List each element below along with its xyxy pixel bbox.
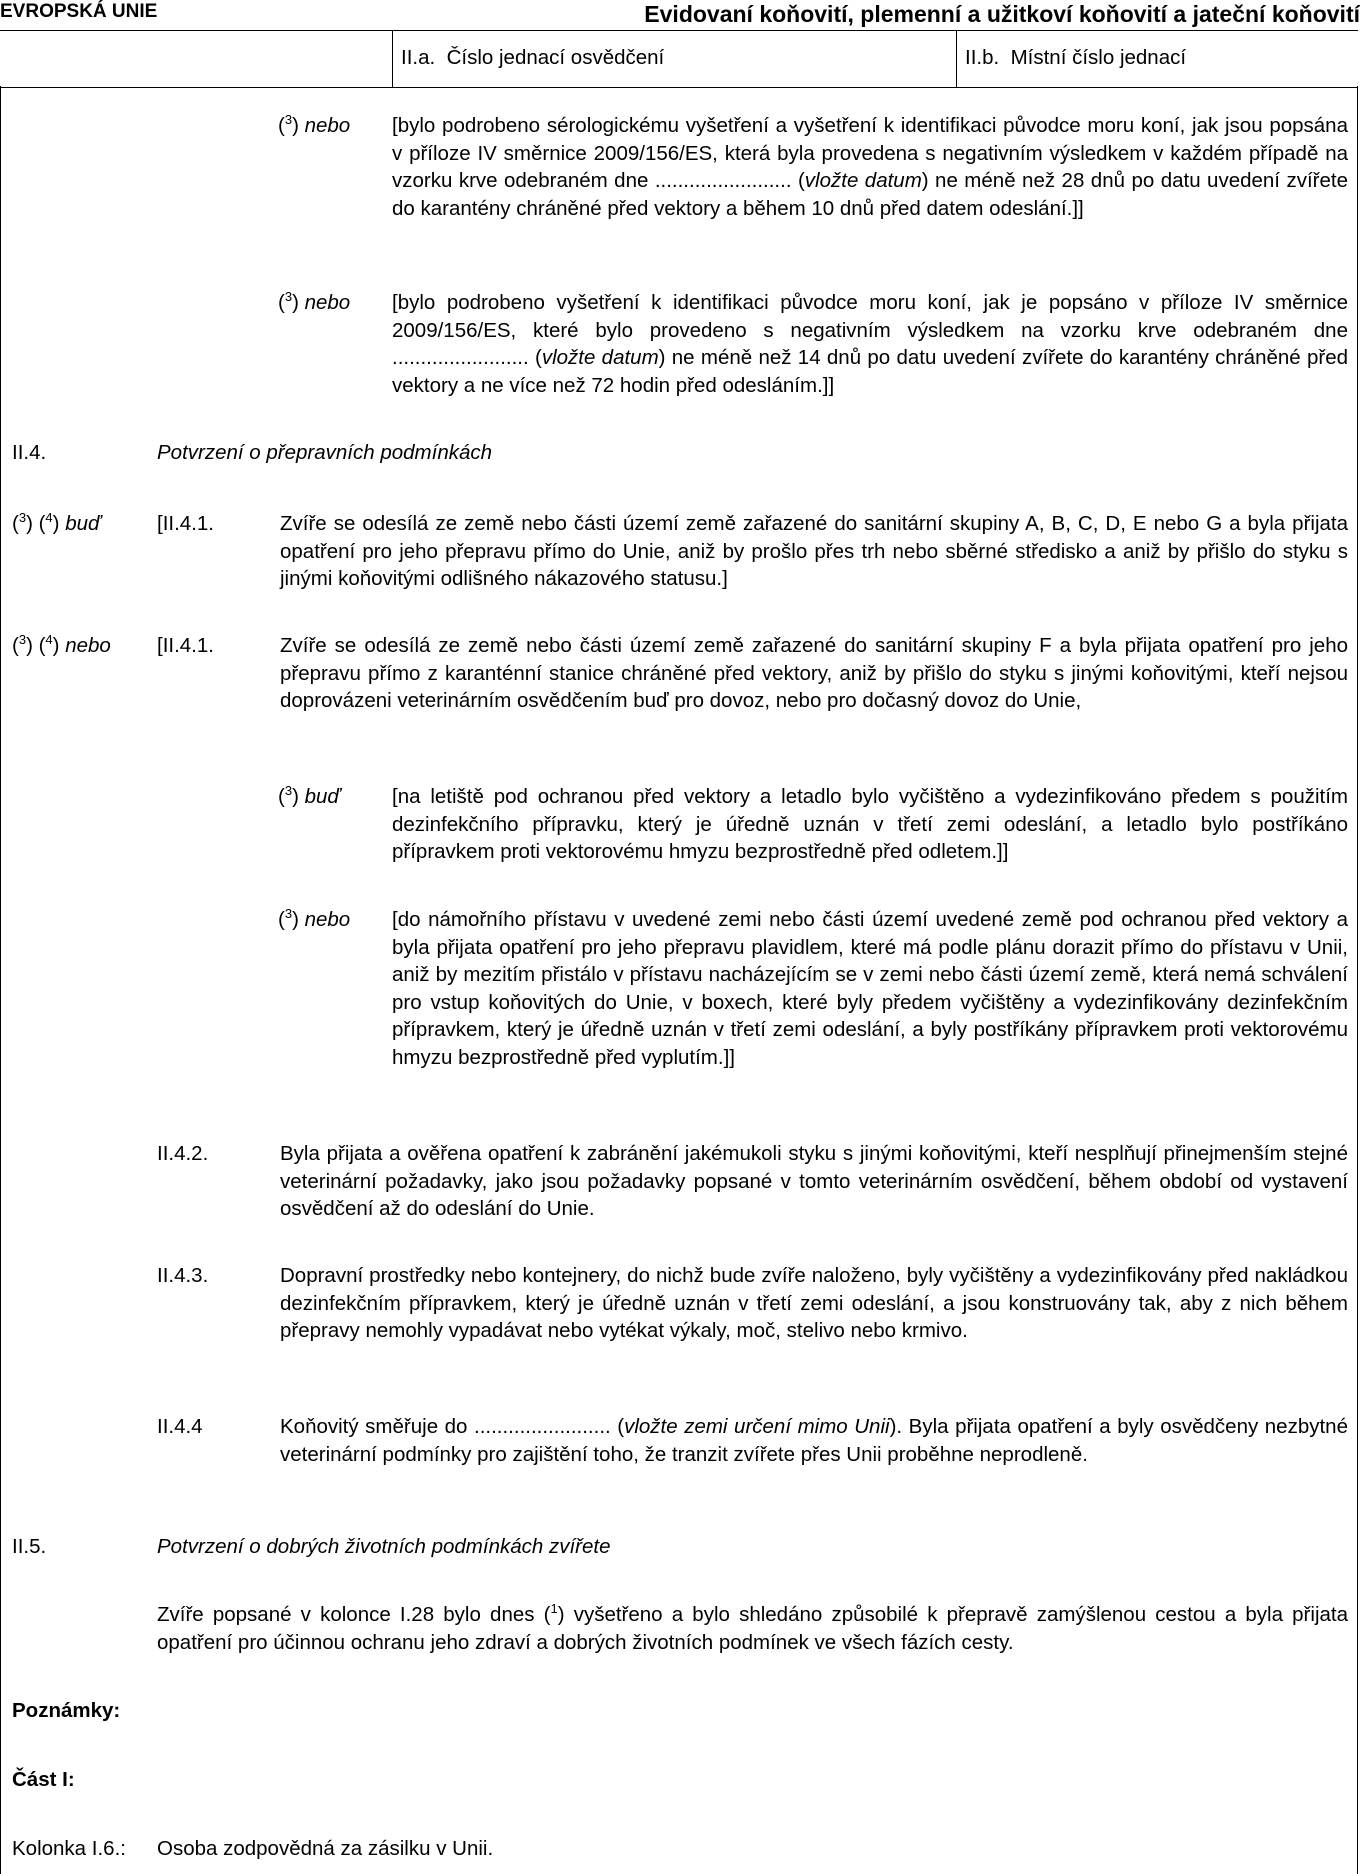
section-title: Potvrzení o přepravních podmínkách <box>157 441 493 464</box>
point-number: [II.4.1. <box>157 512 214 535</box>
point-text: Zvíře se odesílá ze země nebo části území země zařazené do sanitární skupiny A, B, C, D, E nebo G a byla přijata opatření pro jeho přepravu přímo do Unie, aniž by prošlo přes trh nebo sběrné středisko a aniž by přišlo do styku s jinými koňovitými odlišného nákazového statusu.] <box>280 512 1348 590</box>
certificate-reference-cell: II.a. Číslo jednací osvědčení <box>392 31 931 87</box>
point-number: II.4.2. <box>157 1142 209 1165</box>
point-text: Zvíře se odesílá ze země nebo části území země zařazené do sanitární skupiny F a byla přijata opatření pro jeho přepravu přímo z karanténní stanice chráněné před vektory, aniž by přišlo do styku s jinými koňovitými, kteří nejsou doprovázeni veterinárním osvědčením buď pro dovoz, nebo pro dočasný dovoz do Unie, <box>280 634 1348 712</box>
notes-part-heading: Část I: <box>12 1768 75 1791</box>
section-text: Zvíře popsané v kolonce I.28 bylo dnes ($^1$) vyšetřeno a bylo shledáno způsobilé k přepravě zamýšlenou cestou a byla přijata opatření pro účinnou ochranu jeho zdraví a dobrých životních podmínek ve všech fázích cesty. <box>157 1601 1348 1654</box>
local-reference-cell: II.b. Místní číslo jednací <box>956 31 1360 87</box>
reference-number-box <box>0 30 1358 88</box>
point-text: Koňovitý směřuje do ........................ (vložte zemi určení mimo Unii). Byla přijata opatření a byly osvědčeny nezbytné veterinární podmínky pro zajištění toho, že tranzit zvířete přes Unii proběhne neprodleně. <box>280 1415 1348 1466</box>
option-text: [na letiště pod ochranou před vektory a letadlo bylo vyčištěno a vydezinfikováno předem s použitím dezinfekčního přípravku, který je úředně uznán v třetí zemi odeslání, a letadlo bylo postříkáno přípravkem proti vektorovému hmyzu bezprostředně před odletem.]] <box>392 785 1348 863</box>
option-marker: ($^3$) nebo <box>278 112 351 137</box>
note-text: Osoba zodpovědná za zásilku v Unii. <box>157 1837 494 1860</box>
note-label: Kolonka I.6.: <box>12 1837 126 1860</box>
notes-heading: Poznámky: <box>12 1699 121 1722</box>
option-marker: ($^3$) buď <box>278 783 341 808</box>
point-text: Byla přijata a ověřena opatření k zabránění jakémukoli styku s jinými koňovitými, kteří nesplňují přinejmenším stejné veterinární požadavky, jako jsou požadavky popsané v tomto veterinárním osvědčení, během období od vystavení osvědčení až do odeslání do Unie. <box>280 1142 1348 1220</box>
option-text: [bylo podrobeno vyšetření k identifikaci původce moru koní, jak je popsáno v příloze IV směrnice 2009/156/ES, které bylo provedeno s negativním výsledkem na vzorku krve odebraném dne ........................ (vložte datum) ne méně než 14 dnů po datu uvedení zvířete do karantény chráněné před vektory a ne více než 72 hodin před odesláním.]] <box>392 291 1348 397</box>
option-marker: ($^3$) ($^4$) nebo <box>12 632 111 657</box>
option-marker: ($^3$) nebo <box>278 289 351 314</box>
section-number: II.5. <box>12 1535 47 1558</box>
point-number: II.4.3. <box>157 1264 209 1287</box>
section-title: Potvrzení o dobrých životních podmínkách zvířete <box>157 1535 611 1558</box>
header-title: Evidovaní koňovití, plemenní a užitkoví koňovití a jateční koňovití <box>644 1 1360 27</box>
option-text: [bylo podrobeno sérologickému vyšetření a vyšetření k identifikaci původce moru koní, jak jsou popsána v příloze IV směrnice 2009/156/ES, která byla provedena s negativním výsledkem v každém případě na vzorku krve odebraném dne ........................ (vložte datum) ne méně než 28 dnů po datu uvedení zvířete do karantény chráněné před vektory a během 10 dnů před datem odeslání.]] <box>392 114 1348 220</box>
point-text: Dopravní prostředky nebo kontejnery, do nichž bude zvíře naloženo, byly vyčištěny a vydezinfikovány před nakládkou dezinfekčním přípravkem, který je úředně uznán v třetí zemi odeslání, a jsou konstruovány tak, aby z nich během přepravy nemohly vypadávat nebo vytékat výkaly, moč, stelivo nebo krmivo. <box>280 1264 1348 1342</box>
option-marker: ($^3$) ($^4$) buď <box>12 510 101 535</box>
point-number: II.4.4 <box>157 1415 203 1438</box>
option-marker: ($^3$) nebo <box>278 906 351 931</box>
point-number: [II.4.1. <box>157 634 214 657</box>
header-union: EVROPSKÁ UNIE <box>0 1 158 22</box>
option-text: [do námořního přístavu v uvedené zemi nebo části území uvedené země pod ochranou před vektory a byla přijata opatření pro jeho přepravu plavidlem, které má podle plánu dorazit přímo do přístavu v Unii, aniž by mezitím přistálo v přístavu nacházejícím se v zemi nebo části území země, která nemá schválení pro vstup koňovitých do Unie, v boxech, které byly předem vyčištěny a vydezinfikovány dezinfekčním přípravkem, který je úředně uznán v třetí zemi odeslání, a byly postříkány přípravkem proti vektorovému hmyzu bezprostředně před vyplutím.]] <box>392 908 1348 1069</box>
section-number: II.4. <box>12 441 47 464</box>
